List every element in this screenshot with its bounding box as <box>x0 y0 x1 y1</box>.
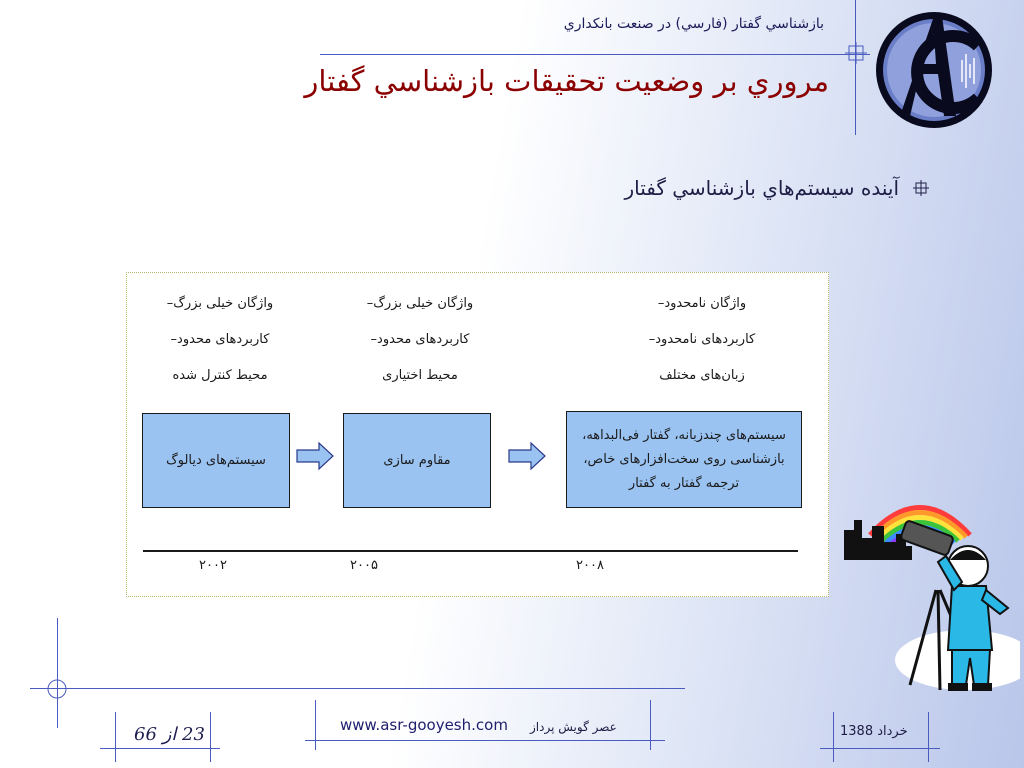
slide-title: مروري بر وضعيت تحقيقات بازشناسي گفتار <box>304 64 829 98</box>
company-name: عصر گویش پرداز <box>530 720 617 734</box>
feature-item: واژگان خیلی بزرگ– <box>366 296 474 311</box>
multilingual-systems-box: سیستم‌های چندزبانه، گفتار فی‌البداهه، بازشناسی روی سخت‌افزارهای خاص، ترجمه گفتار به گفتار <box>566 411 802 508</box>
square-crosshair-bullet-icon <box>913 180 929 196</box>
asr-gooyesh-logo <box>870 4 1010 139</box>
feature-item: کاربردهای محدود– <box>370 332 470 347</box>
right-arrow-icon <box>295 441 335 471</box>
footer-date: خرداد 1388 <box>840 724 908 739</box>
presentation-subtitle: بازشناسي گفتار (فارسي) در صنعت بانكداري <box>563 16 824 32</box>
feature-item: کاربردهای نامحدود– <box>648 332 756 347</box>
dialog-systems-box: سیستم‌های دیالوگ <box>142 413 290 508</box>
page-box-rule <box>115 712 116 762</box>
date-box-rule <box>928 712 929 762</box>
bullet-text: آينده سيستم‌هاي بازشناسي گفتار <box>624 176 899 200</box>
crosshair-circle-icon <box>44 676 70 702</box>
robustness-box: مقاوم سازی <box>343 413 491 508</box>
feature-list-2005 <box>335 286 505 394</box>
year-label-2008: ۲۰۰۸ <box>576 558 604 573</box>
feature-item: واژگان خیلی بزرگ– <box>166 296 274 311</box>
feature-list-2008 <box>607 286 797 394</box>
url-box-rule <box>650 700 651 750</box>
year-label-2002: ۲۰۰۲ <box>199 558 227 573</box>
url-box-rule <box>305 740 665 741</box>
crosshair-icon <box>845 42 867 64</box>
timeline-axis <box>143 550 798 552</box>
footer-vertical-rule <box>57 618 58 728</box>
header-rule <box>320 54 870 55</box>
feature-item: محیط کنترل شده <box>172 368 268 383</box>
boy-with-telescope-illustration <box>840 490 1020 695</box>
feature-item: زبان‌های مختلف <box>659 368 745 383</box>
date-box-rule <box>820 748 940 749</box>
website-url[interactable]: www.asr-gooyesh.com <box>340 716 508 734</box>
feature-item: کاربردهای محدود– <box>170 332 270 347</box>
feature-list-2002 <box>135 286 305 394</box>
date-box-rule <box>833 712 834 762</box>
page-box-rule <box>100 748 220 749</box>
page-box-rule <box>210 712 211 762</box>
right-arrow-icon <box>507 441 547 471</box>
footer-rule <box>30 688 685 689</box>
feature-item: واژگان نامحدود– <box>657 296 747 311</box>
speech-recognition-roadmap-diagram <box>126 272 829 597</box>
year-label-2005: ۲۰۰۵ <box>350 558 378 573</box>
page-number: 23 از 66 <box>134 724 205 745</box>
url-box-rule <box>315 700 316 750</box>
feature-item: محیط اختیاری <box>382 368 458 383</box>
header-vertical-rule <box>855 0 856 135</box>
